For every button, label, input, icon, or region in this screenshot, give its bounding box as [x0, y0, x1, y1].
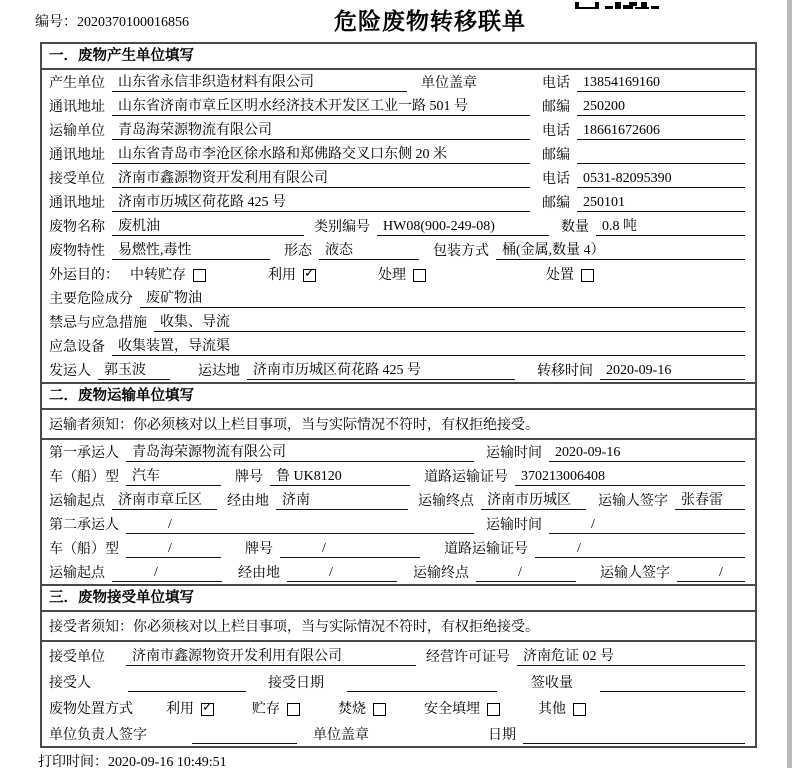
receiver-zip-field: 250101 — [577, 195, 745, 212]
section1-heading: 一．废物产生单位填写 — [42, 44, 755, 70]
emergency-measures-field: 收集、导流 — [154, 311, 745, 332]
option-reuse — [268, 264, 316, 284]
option-disposal — [546, 264, 594, 284]
waste-name-row — [42, 214, 755, 238]
route-via-field: 济南 — [276, 489, 408, 510]
reuse-checkbox — [201, 703, 214, 716]
option-label: 贮存 — [252, 702, 280, 717]
receiver-address-row — [42, 190, 755, 214]
category-code-field: HW08(900-249-08) — [377, 219, 549, 236]
second-carrier-row — [42, 512, 755, 536]
accepting-unit-field: 济南市鑫源物资开发利用有限公司 — [126, 645, 416, 666]
serial-label: 编号： — [35, 15, 77, 30]
treatment-checkbox — [413, 269, 426, 282]
scrollbar[interactable] — [787, 0, 792, 768]
road-permit-field: / — [535, 541, 745, 558]
disposal-checkbox — [581, 269, 594, 282]
option-other — [538, 698, 586, 718]
second-transport-time-field: / — [549, 517, 745, 534]
carrier-signature-label: 运输人签字 — [598, 494, 668, 509]
responsible-signature-field — [192, 743, 297, 744]
waste-name-field: 废机油 — [112, 215, 304, 236]
acceptor-field — [128, 691, 246, 692]
option-label: 利用 — [268, 268, 296, 283]
road-permit-field: 370213006408 — [515, 469, 745, 486]
carrier-signature-field: 张春雷 — [675, 489, 745, 510]
option-secure-landfill — [424, 698, 500, 718]
document-serial — [35, 11, 189, 31]
route-start-label: 运输起点 — [49, 494, 105, 509]
second-route-row — [42, 560, 755, 584]
category-code-label: 类别编号 — [314, 220, 370, 235]
road-permit-label: 道路运输证号 — [424, 470, 508, 485]
producer-row — [42, 70, 755, 94]
option-label: 其他 — [538, 702, 566, 717]
receiver-address-field: 济南市历城区荷花路 425 号 — [112, 191, 530, 212]
first-carrier-row — [42, 440, 755, 464]
transfer-time-label: 转移时间 — [537, 364, 593, 379]
transporter-field: 青岛海荣源物流有限公司 — [112, 119, 530, 140]
quantity-field: 0.8 吨 — [596, 215, 745, 236]
producer-address-row — [42, 94, 755, 118]
option-label: 利用 — [166, 702, 194, 717]
option-transfer-storage — [130, 264, 206, 284]
date-label: 日期 — [488, 728, 516, 743]
producer-phone-field: 13854169160 — [577, 75, 745, 92]
first-carrier-label: 第一承运人 — [49, 446, 119, 461]
serial-number: 2020370100016856 — [77, 15, 189, 30]
form-label: 形态 — [284, 244, 312, 259]
producer-address-field: 山东省济南市章丘区明水经济技术开发区工业一路 501 号 — [112, 95, 530, 116]
address-label: 通讯地址 — [49, 148, 105, 163]
unit-seal-label: 单位盖章 — [313, 728, 369, 743]
responsible-signature-label: 单位负责人签字 — [49, 728, 147, 743]
option-label: 中转贮存 — [130, 268, 186, 283]
waste-name-label: 废物名称 — [49, 220, 105, 235]
plate-field: 鲁 UK8120 — [270, 465, 410, 486]
receiver-row — [42, 166, 755, 190]
disposal-method-label: 废物处置方式 — [49, 702, 133, 717]
manifest-form — [40, 42, 757, 748]
option-label: 安全填埋 — [424, 702, 480, 717]
form-field: 液态 — [319, 239, 419, 260]
carrier-signature-label: 运输人签字 — [600, 566, 670, 581]
first-vehicle-row — [42, 464, 755, 488]
plate-field: / — [280, 541, 420, 558]
carrier-signature-field: / — [677, 565, 745, 582]
destination-label: 运达地 — [198, 364, 240, 379]
unit-seal-label: 单位盖章 — [421, 76, 477, 91]
transfer-time-field: 2020-09-16 — [600, 363, 745, 380]
phone-label: 电话 — [542, 76, 570, 91]
route-start-label: 运输起点 — [49, 566, 105, 581]
storage-checkbox — [287, 703, 300, 716]
zip-label: 邮编 — [542, 148, 570, 163]
option-reuse — [166, 698, 214, 718]
producer-field: 山东省永信非织造材料有限公司 — [112, 71, 407, 92]
route-end-label: 运输终点 — [413, 566, 469, 581]
accept-date-label: 接受日期 — [268, 676, 324, 691]
secure-landfill-checkbox — [487, 703, 500, 716]
waste-props-field: 易燃性,毒性 — [112, 239, 270, 260]
signoff-row — [42, 720, 755, 746]
option-incineration — [338, 698, 386, 718]
first-carrier-field: 青岛海荣源物流有限公司 — [126, 441, 474, 462]
waste-props-row — [42, 238, 755, 262]
producer-zip-field: 250200 — [577, 99, 745, 116]
route-end-field: 济南市历城区 — [481, 489, 586, 510]
transport-time-label: 运输时间 — [486, 446, 542, 461]
zip-label: 邮编 — [542, 196, 570, 211]
second-carrier-field: / — [126, 517, 474, 534]
transporter-row — [42, 118, 755, 142]
second-vehicle-row — [42, 536, 755, 560]
zip-label: 邮编 — [542, 100, 570, 115]
transport-time-label: 运输时间 — [486, 518, 542, 533]
qr-code-icon — [573, 0, 663, 9]
accepting-unit-row — [42, 642, 755, 668]
dispatch-row — [42, 358, 755, 382]
packaging-label: 包装方式 — [433, 244, 489, 259]
section2-notice: 运输者须知：你必须核对以上栏目事项，当与实际情况不符时，有权拒绝接受。 — [42, 410, 755, 440]
first-transport-time-field: 2020-09-16 — [549, 445, 745, 462]
waste-props-label: 废物特性 — [49, 244, 105, 259]
route-via-field: / — [287, 565, 397, 582]
emergency-measures-label: 禁忌与应急措施 — [49, 316, 147, 331]
option-treatment — [378, 264, 426, 284]
acceptor-label: 接受人 — [49, 676, 91, 691]
phone-label: 电话 — [542, 172, 570, 187]
received-quantity-label: 签收量 — [531, 676, 573, 691]
vehicle-type-label: 车（船）型 — [49, 470, 119, 485]
destination-field: 济南市历城区荷花路 425 号 — [247, 359, 515, 380]
transfer-purpose-label: 外运目的： — [49, 268, 119, 283]
dispatcher-field: 郭玉波 — [98, 359, 170, 380]
route-start-field: 济南市章丘区 — [112, 489, 217, 510]
vehicle-type-field: / — [126, 541, 221, 558]
print-time-value: 2020-09-16 10:49:51 — [108, 755, 227, 770]
hazard-components-label: 主要危险成分 — [49, 292, 133, 307]
option-label: 处置 — [546, 268, 574, 283]
vehicle-type-label: 车（船）型 — [49, 542, 119, 557]
option-label: 处理 — [378, 268, 406, 283]
incineration-checkbox — [373, 703, 386, 716]
option-label: 焚烧 — [338, 702, 366, 717]
producer-label: 产生单位 — [49, 76, 105, 91]
phone-label: 电话 — [542, 124, 570, 139]
transporter-address-field: 山东省青岛市李沧区徐水路和郑佛路交叉口东侧 20 米 — [112, 143, 530, 164]
first-route-row — [42, 488, 755, 512]
packaging-field: 桶(金属,数量 4） — [496, 239, 745, 260]
receiver-field: 济南市鑫源物资开发利用有限公司 — [112, 167, 530, 188]
hazard-components-row — [42, 286, 755, 310]
dispatcher-label: 发运人 — [49, 364, 91, 379]
emergency-equipment-label: 应急设备 — [49, 340, 105, 355]
section3-notice: 接受者须知：你必须核对以上栏目事项，当与实际情况不符时，有权拒绝接受。 — [42, 612, 755, 642]
transporter-address-row — [42, 142, 755, 166]
section3-heading: 三．废物接受单位填写 — [42, 584, 755, 612]
hazard-components-field: 废矿物油 — [140, 287, 745, 308]
license-field: 济南危证 02 号 — [517, 645, 745, 666]
vehicle-type-field: 汽车 — [126, 465, 221, 486]
receiver-label: 接受单位 — [49, 172, 105, 187]
page-title: 危险废物转移联单 — [334, 8, 526, 34]
route-end-field: / — [476, 565, 576, 582]
option-storage — [252, 698, 300, 718]
section2-heading: 二．废物运输单位填写 — [42, 382, 755, 410]
emergency-equipment-row — [42, 334, 755, 358]
acceptance-row — [42, 668, 755, 694]
license-label: 经营许可证号 — [426, 650, 510, 665]
route-end-label: 运输终点 — [418, 494, 474, 509]
plate-label: 牌号 — [235, 470, 263, 485]
road-permit-label: 道路运输证号 — [444, 542, 528, 557]
other-checkbox — [573, 703, 586, 716]
address-label: 通讯地址 — [49, 196, 105, 211]
transfer-storage-checkbox — [193, 269, 206, 282]
accept-date-field — [347, 691, 497, 692]
quantity-label: 数量 — [561, 220, 589, 235]
plate-label: 牌号 — [245, 542, 273, 557]
route-via-label: 经由地 — [238, 566, 280, 581]
address-label: 通讯地址 — [49, 100, 105, 115]
receiver-phone-field: 0531-82095390 — [577, 171, 745, 188]
transporter-zip-field — [577, 163, 745, 164]
signoff-date-field — [523, 743, 745, 744]
received-quantity-field — [600, 691, 745, 692]
emergency-measures-row — [42, 310, 755, 334]
disposal-method-row — [42, 694, 755, 720]
route-start-field: / — [112, 565, 222, 582]
print-time — [38, 751, 227, 771]
emergency-equipment-field: 收集装置，导流渠 — [112, 335, 745, 356]
transfer-purpose-row — [42, 262, 755, 286]
transporter-phone-field: 18661672606 — [577, 123, 745, 140]
accepting-unit-label: 接受单位 — [49, 650, 105, 665]
reuse-checkbox — [303, 269, 316, 282]
transporter-label: 运输单位 — [49, 124, 105, 139]
print-time-label: 打印时间： — [38, 755, 108, 770]
route-via-label: 经由地 — [227, 494, 269, 509]
second-carrier-label: 第二承运人 — [49, 518, 119, 533]
